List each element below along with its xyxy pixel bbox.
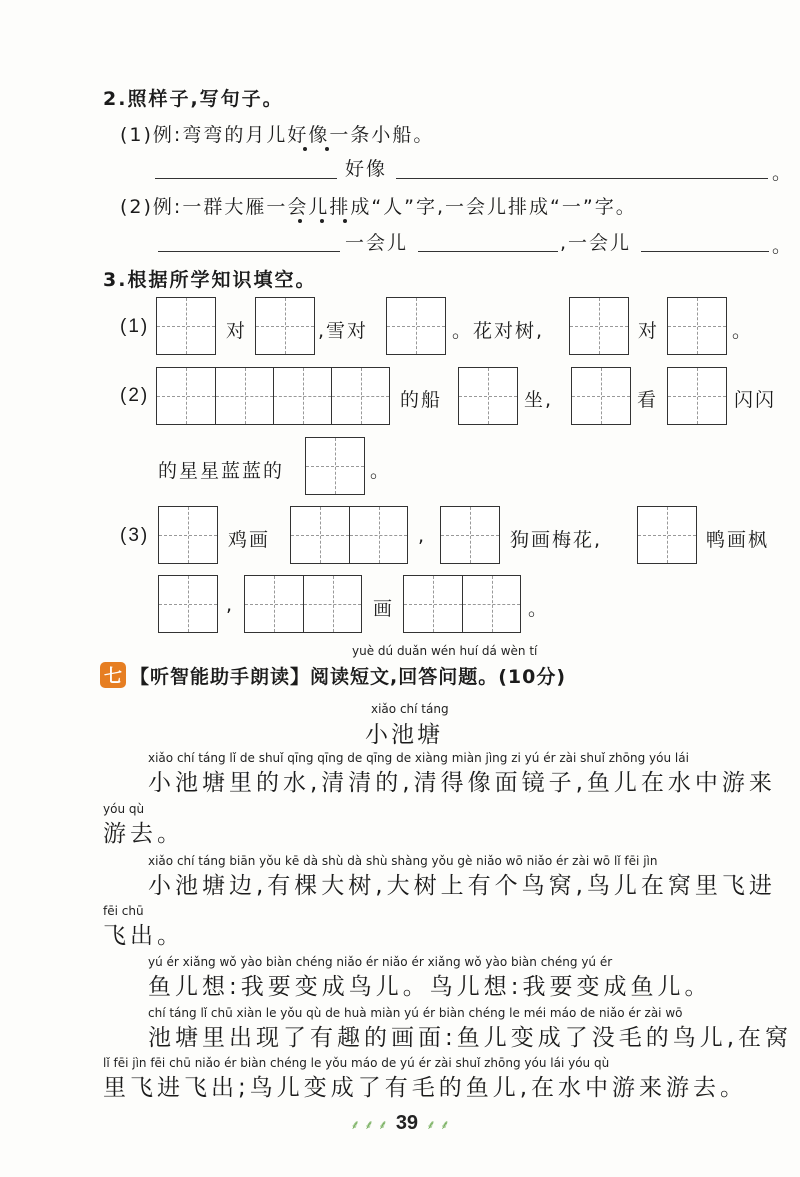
q2-fill-yihuier-b: ,一会儿 xyxy=(560,232,632,254)
q3-text: 画 xyxy=(373,598,395,620)
passage-line: 里飞进飞出;鸟儿变成了有毛的鱼儿,在水中游来游去。 xyxy=(103,1075,748,1101)
q3-text: 对 xyxy=(226,320,248,342)
q3-text: , xyxy=(418,525,427,547)
q3-text: 。花对树, xyxy=(452,320,545,342)
writing-box[interactable] xyxy=(667,297,727,355)
passage-line: 鱼儿想:我要变成鸟儿。鸟儿想:我要变成鱼儿。 xyxy=(148,974,712,1000)
pinyin-line: yóu qù xyxy=(103,802,145,816)
page-number: 39 xyxy=(395,1112,419,1134)
writing-box[interactable] xyxy=(571,367,631,425)
q3-text: ,雪对 xyxy=(318,320,369,342)
leaf-decoration-icon: ⸙ ⸙ xyxy=(426,1117,450,1133)
q3-text: 鸡画 xyxy=(228,529,271,551)
writing-box[interactable] xyxy=(156,297,216,355)
writing-box[interactable] xyxy=(386,297,446,355)
q3-text: 的船 xyxy=(400,389,443,411)
emphasis-dot xyxy=(303,147,307,151)
writing-box[interactable] xyxy=(440,506,500,564)
writing-box[interactable] xyxy=(255,297,315,355)
passage-line: 游去。 xyxy=(103,821,184,847)
writing-box[interactable] xyxy=(667,367,727,425)
writing-box[interactable] xyxy=(158,506,218,564)
answer-line[interactable] xyxy=(418,251,558,252)
writing-box[interactable] xyxy=(458,367,518,425)
q3-text: 的星星蓝蓝的 xyxy=(158,460,285,482)
q2-heading: 2.照样子,写句子。 xyxy=(103,88,284,110)
emphasis-dot xyxy=(320,219,324,223)
writing-box[interactable] xyxy=(569,297,629,355)
answer-line[interactable] xyxy=(158,251,340,252)
q3-text: 闪闪 xyxy=(734,389,777,411)
pinyin-line: chí táng lǐ chū xiàn le yǒu qù de huà miàn yú ér biàn chéng le méi máo de niǎo ér zài wō xyxy=(148,1006,683,1020)
section-seven-badge: 七 xyxy=(100,662,126,688)
pinyin-line: fēi chū xyxy=(103,904,144,918)
q3-text: , xyxy=(226,594,235,616)
q3-text: 。 xyxy=(528,598,550,620)
q3-text: 。 xyxy=(370,460,392,482)
audio-assistant-link[interactable] xyxy=(310,662,332,682)
q3-item1-label: (1) xyxy=(120,316,150,337)
period: 。 xyxy=(772,235,794,257)
emphasis-dot xyxy=(298,219,302,223)
title-pinyin: xiǎo chí táng xyxy=(371,702,449,716)
pinyin-line: xiǎo chí táng biān yǒu kē dà shù dà shù shàng yǒu gè niǎo wō niǎo ér zài wō lǐ fēi jìn xyxy=(148,854,658,868)
pinyin-line: xiǎo chí táng lǐ de shuǐ qīng qīng de qīng de xiàng miàn jìng zi yú ér zài shuǐ zhōng yóu lái xyxy=(148,751,689,765)
emphasis-dot xyxy=(343,219,347,223)
writing-box-4[interactable] xyxy=(156,367,390,425)
q3-text: 对 xyxy=(638,320,660,342)
q3-text: 狗画梅花, xyxy=(510,529,603,551)
q3-text: 坐, xyxy=(524,389,554,411)
q2-example-2: (2)例:一群大雁一会儿排成“人”字,一会儿排成“一”字。 xyxy=(120,196,637,218)
writing-box-2[interactable] xyxy=(403,575,521,633)
period: 。 xyxy=(772,162,794,184)
passage-line: 池塘里出现了有趣的画面:鱼儿变成了没毛的鸟儿,在窝 xyxy=(148,1025,793,1051)
q3-text: 。 xyxy=(732,320,754,342)
passage-line: 飞出。 xyxy=(103,923,184,949)
q2-example-1: (1)例:弯弯的月儿好像一条小船。 xyxy=(120,124,435,146)
pinyin-line: lǐ fēi jìn fēi chū niǎo ér biàn chéng le yǒu máo de yú ér zài shuǐ zhōng yóu lái yóu qù xyxy=(103,1056,610,1070)
answer-line[interactable] xyxy=(641,251,769,252)
q2-fill-haoxiang: 好像 xyxy=(345,158,388,180)
emphasis-dot xyxy=(325,147,329,151)
passage-line: 小池塘边,有棵大树,大树上有个鸟窝,鸟儿在窝里飞进 xyxy=(148,873,776,899)
q3-text: 看 xyxy=(637,389,659,411)
answer-line[interactable] xyxy=(155,178,337,179)
passage-title: 小池塘 xyxy=(365,722,443,748)
q3-item2-label: (2) xyxy=(120,385,150,406)
q3-item3-label: (3) xyxy=(120,525,150,546)
q3-heading: 3.根据所学知识填空。 xyxy=(103,269,317,291)
q3-text: 鸭画枫 xyxy=(706,529,770,551)
writing-box[interactable] xyxy=(305,437,365,495)
passage-line: 小池塘里的水,清清的,清得像面镜子,鱼儿在水中游来 xyxy=(148,770,776,796)
q2-fill-yihuier-a: 一会儿 xyxy=(345,232,409,254)
writing-box[interactable] xyxy=(637,506,697,564)
pinyin-line: yú ér xiǎng wǒ yào biàn chéng niǎo ér niǎo ér xiǎng wǒ yào biàn chéng yú ér xyxy=(148,955,613,969)
writing-box-2[interactable] xyxy=(290,506,408,564)
writing-box-2[interactable] xyxy=(244,575,362,633)
writing-box[interactable] xyxy=(158,575,218,633)
heading-pinyin: yuè dú duǎn wén huí dá wèn tí xyxy=(352,644,538,658)
page-footer xyxy=(0,1112,800,1135)
section-seven-heading: 【听智能助手朗读】阅读短文,回答问题。(10分) xyxy=(130,666,567,688)
leaf-decoration-icon: ⸙ ⸙ ⸙ xyxy=(350,1117,388,1133)
answer-line[interactable] xyxy=(396,178,768,179)
